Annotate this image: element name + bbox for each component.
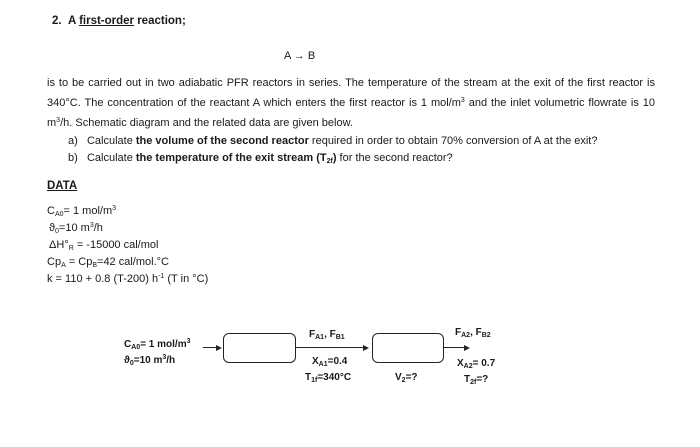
inlet-arrow bbox=[203, 347, 217, 348]
stream2-label bbox=[455, 327, 491, 339]
t: k = 110 + 0.8 (T-200) h bbox=[47, 273, 159, 285]
t: =0.4 bbox=[327, 356, 348, 367]
t: A0 bbox=[131, 344, 141, 351]
t: A1 bbox=[315, 334, 325, 341]
question-bold: ) bbox=[332, 152, 337, 164]
statement-sup: 3 bbox=[56, 117, 61, 124]
question-b bbox=[68, 152, 453, 165]
question-sub: 2f bbox=[326, 158, 333, 165]
t: =42 cal/mol.°C bbox=[97, 256, 169, 268]
statement-part: is to be carried out in two adiabatic PFR reactors in series. The temperature of the stream at the exit of the first reactor is 340°C. The concentration of the reactant A which enters the first reactor is 1 mol/m bbox=[47, 77, 655, 109]
t: =? bbox=[476, 374, 489, 385]
t: =10 m bbox=[58, 222, 90, 234]
reaction-equation: A → B bbox=[284, 50, 316, 62]
stream1-label bbox=[309, 329, 345, 341]
data-cao bbox=[47, 205, 116, 218]
arrowhead-icon bbox=[216, 345, 222, 351]
t: Cp bbox=[47, 256, 62, 268]
t: A1 bbox=[318, 361, 328, 368]
statement-sup: 3 bbox=[460, 97, 465, 104]
t: = 1 mol/m bbox=[140, 339, 187, 350]
question-text: for the second reactor? bbox=[336, 152, 453, 164]
connecting-stream bbox=[296, 347, 363, 348]
temperature-2 bbox=[464, 374, 488, 386]
data-v0 bbox=[49, 222, 103, 235]
t: 2f bbox=[470, 379, 477, 386]
t: =340°C bbox=[317, 372, 352, 383]
reactor-1 bbox=[223, 333, 296, 363]
question-text: Calculate bbox=[86, 135, 136, 147]
first-order-term: first-order bbox=[79, 15, 135, 27]
reactor-2 bbox=[372, 333, 444, 363]
t: A2 bbox=[461, 332, 471, 339]
t: F bbox=[309, 329, 316, 340]
volume-2 bbox=[395, 372, 418, 384]
t: 1f bbox=[311, 377, 318, 384]
question-text: Calculate bbox=[86, 152, 136, 164]
conversion-1 bbox=[312, 356, 347, 368]
t: = -15000 cal/mol bbox=[73, 239, 159, 251]
t: C bbox=[47, 205, 55, 217]
t: B bbox=[92, 262, 98, 269]
t: 3 bbox=[89, 222, 94, 229]
t: /h bbox=[93, 222, 103, 234]
t: =? bbox=[405, 372, 418, 383]
t: F bbox=[455, 327, 462, 338]
inlet-flowrate bbox=[124, 354, 175, 367]
t: 2 bbox=[401, 377, 406, 384]
question-a bbox=[68, 135, 598, 147]
t: =10 m bbox=[133, 355, 163, 366]
t: = Cp bbox=[65, 256, 93, 268]
t: X bbox=[457, 358, 464, 369]
t: V bbox=[395, 372, 402, 383]
data-k bbox=[47, 273, 208, 285]
question-bold: the volume of the second reactor bbox=[135, 135, 309, 147]
t: T bbox=[464, 374, 471, 385]
t: (T in °C) bbox=[164, 273, 209, 285]
problem-number: 2. bbox=[52, 15, 62, 27]
t: B2 bbox=[481, 332, 491, 339]
statement-part: and the inlet volumetric flowrate is 10 m bbox=[47, 97, 655, 129]
t: R bbox=[68, 245, 74, 252]
t: ΔH° bbox=[49, 239, 69, 251]
problem-statement bbox=[47, 75, 655, 132]
t: A0 bbox=[54, 211, 64, 218]
t: 3 bbox=[112, 205, 117, 212]
question-bold: the temperature of the exit stream (T bbox=[135, 152, 327, 164]
problem-header bbox=[52, 15, 186, 27]
t: B1 bbox=[335, 334, 345, 341]
data-dh bbox=[49, 239, 158, 252]
t: /h bbox=[166, 355, 176, 366]
t: , F bbox=[324, 329, 336, 340]
arrowhead-icon bbox=[464, 345, 470, 351]
t: 0 bbox=[55, 228, 59, 235]
data-heading: DATA bbox=[47, 180, 78, 192]
question-label: b) bbox=[68, 152, 78, 164]
t: A bbox=[61, 262, 66, 269]
conversion-2 bbox=[457, 358, 495, 370]
t: C bbox=[124, 339, 132, 350]
arrowhead-icon bbox=[363, 345, 369, 351]
t: 0 bbox=[129, 360, 134, 367]
t: , F bbox=[470, 327, 482, 338]
t: ϑ bbox=[49, 222, 56, 234]
t: X bbox=[312, 356, 319, 367]
t: -1 bbox=[158, 273, 165, 280]
temperature-1 bbox=[305, 372, 351, 384]
t: T bbox=[305, 372, 312, 383]
question-label: a) bbox=[68, 135, 78, 147]
t: 3 bbox=[162, 354, 167, 361]
t: = 1 mol/m bbox=[63, 205, 113, 217]
outlet-stream bbox=[444, 347, 464, 348]
intro-prefix: A bbox=[67, 15, 80, 27]
statement-part: /h. Schematic diagram and the related data are given below. bbox=[60, 117, 353, 129]
question-text: required in order to obtain 70% conversion of A at the exit? bbox=[308, 135, 598, 147]
inlet-concentration bbox=[124, 338, 191, 351]
data-cp bbox=[47, 256, 169, 269]
t: ϑ bbox=[124, 355, 130, 366]
intro-suffix: reaction; bbox=[134, 15, 186, 27]
t: = 0.7 bbox=[472, 358, 496, 369]
t: 3 bbox=[186, 338, 191, 345]
t: A2 bbox=[463, 363, 473, 370]
